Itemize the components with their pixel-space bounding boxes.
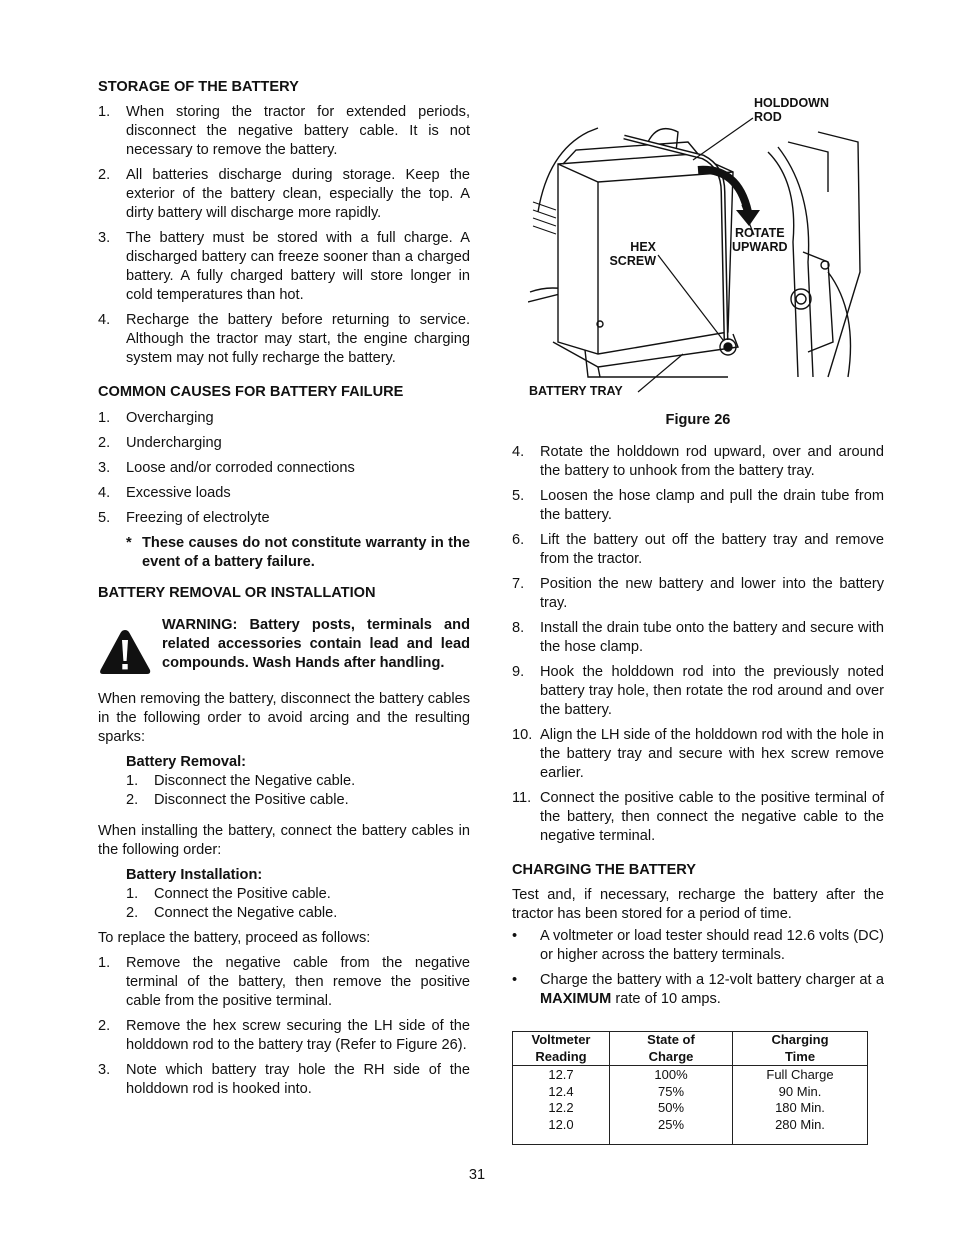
list-item: 4. Excessive loads bbox=[98, 485, 231, 501]
warranty-note: * These causes do not constitute warranty in the event of a battery failure. bbox=[126, 535, 470, 570]
removal-heading: BATTERY REMOVAL OR INSTALLATION bbox=[98, 585, 376, 601]
list-item: 2. All batteries discharge during storage. Keep the exterior of the battery clean, especially the top. A dirty battery will discharge more rapidly. bbox=[98, 167, 470, 221]
label-battery-tray: BATTERY TRAY bbox=[529, 384, 623, 398]
page-number: 31 bbox=[468, 1167, 486, 1183]
label-holddown: HOLDDOWN ROD bbox=[754, 96, 829, 124]
list-item: 8. Install the drain tube onto the battery and secure with the hose clamp. bbox=[512, 620, 884, 655]
figure-caption: Figure 26 bbox=[665, 412, 731, 428]
warning-text: WARNING: Battery posts, terminals and related accessories contain lead and lead compounds. Wash Hands after handling. bbox=[162, 617, 470, 671]
list-item: 5. Freezing of electrolyte bbox=[98, 510, 270, 526]
storage-heading: STORAGE OF THE BATTERY bbox=[98, 79, 299, 95]
list-item: 9. Hook the holddown rod into the previously noted battery tray hole, then rotate the rod around and over the battery. bbox=[512, 664, 884, 718]
warning-box bbox=[98, 616, 470, 682]
list-item: 5. Loosen the hose clamp and pull the drain tube from the battery. bbox=[512, 488, 884, 523]
list-item: 1. Remove the negative cable from the negative terminal of the battery, then remove the positive cable from the positive terminal. bbox=[98, 955, 470, 1009]
list-item: 6. Lift the battery out off the battery tray and remove from the tractor. bbox=[512, 532, 884, 567]
table-header-row bbox=[513, 1032, 868, 1066]
install-intro: When installing the battery, connect the battery cables in the following order: bbox=[98, 823, 470, 858]
col-header-time: Charging Time bbox=[733, 1032, 868, 1066]
list-item: 10. Align the LH side of the holddown rod with the hole in the battery tray and secure with hex screw remove earlier. bbox=[512, 727, 884, 781]
battery-figure-illustration bbox=[528, 92, 888, 402]
replace-steps bbox=[98, 954, 470, 1099]
removal-intro: When removing the battery, disconnect the battery cables in the following order to avoid arcing and the resulting sparks: bbox=[98, 691, 470, 745]
list-item: 1. When storing the tractor for extended periods, disconnect the negative battery cable. It is not necessary to remove the battery. bbox=[98, 104, 470, 158]
col-header-state: State of Charge bbox=[610, 1032, 733, 1066]
list-item: 2. Disconnect the Positive cable. bbox=[126, 792, 349, 808]
list-item: 2. Connect the Negative cable. bbox=[126, 905, 338, 921]
list-item: 3. The battery must be stored with a full charge. A discharged battery can freeze sooner than a charged battery. A fully charged battery will store longer in cold temperatures than hot. bbox=[98, 230, 470, 303]
col-header-voltmeter: Voltmeter Reading bbox=[513, 1032, 610, 1066]
charging-heading: CHARGING THE BATTERY bbox=[512, 862, 697, 878]
list-item: 1. Disconnect the Negative cable. bbox=[126, 773, 356, 789]
removal-steps bbox=[126, 753, 470, 810]
label-hex-screw: HEX SCREW bbox=[609, 240, 656, 268]
bullet-item: • Charge the battery with a 12-volt battery charger at a MAXIMUM rate of 10 amps. bbox=[512, 972, 884, 1007]
list-item: 11. Connect the positive cable to the positive terminal of the battery, then connect the negative cable to the negative terminal. bbox=[512, 790, 884, 844]
causes-list bbox=[98, 409, 470, 528]
bullet-item: • A voltmeter or load tester should read 12.6 volts (DC) or higher across the battery terminals. bbox=[512, 928, 884, 963]
list-item: 1. Connect the Positive cable. bbox=[126, 886, 331, 902]
table-row bbox=[513, 1066, 868, 1145]
list-item: 4. Recharge the battery before returning to service. Although the tractor may start, the engine charging system may not fully recharge the battery. bbox=[98, 312, 470, 366]
list-item: 3. Loose and/or corroded connections bbox=[98, 460, 355, 476]
removal-title: Battery Removal: bbox=[126, 754, 247, 770]
storage-list bbox=[98, 103, 470, 368]
list-item: 1. Overcharging bbox=[98, 410, 214, 426]
list-item: 2. Undercharging bbox=[98, 435, 222, 451]
time-cells: Full Charge 90 Min. 180 Min. 280 Min. bbox=[733, 1066, 868, 1145]
charging-table bbox=[512, 1031, 868, 1145]
replace-intro: To replace the battery, proceed as follows: bbox=[98, 930, 371, 946]
right-column bbox=[512, 443, 884, 1145]
charging-intro: Test and, if necessary, recharge the battery after the tractor has been stored for a period of time. bbox=[512, 887, 884, 922]
voltmeter-cells: 12.7 12.4 12.2 12.0 bbox=[513, 1066, 610, 1145]
state-cells: 100% 75% 50% 25% bbox=[610, 1066, 733, 1145]
label-rotate: ROTATE UPWARD bbox=[732, 226, 788, 254]
install-steps bbox=[126, 866, 470, 923]
left-column bbox=[98, 78, 470, 1099]
list-item: 3. Note which battery tray hole the RH side of the holddown rod is hooked into. bbox=[98, 1062, 470, 1097]
list-item: 2. Remove the hex screw securing the LH side of the holddown rod to the battery tray (Refer to Figure 26). bbox=[98, 1018, 470, 1053]
list-item: 7. Position the new battery and lower into the battery tray. bbox=[512, 576, 884, 611]
warning-icon bbox=[98, 616, 162, 682]
causes-heading: COMMON CAUSES FOR BATTERY FAILURE bbox=[98, 384, 404, 400]
install-title: Battery Installation: bbox=[126, 867, 263, 883]
list-item: 4. Rotate the holddown rod upward, over and around the battery to unhook from the battery tray. bbox=[512, 444, 884, 479]
